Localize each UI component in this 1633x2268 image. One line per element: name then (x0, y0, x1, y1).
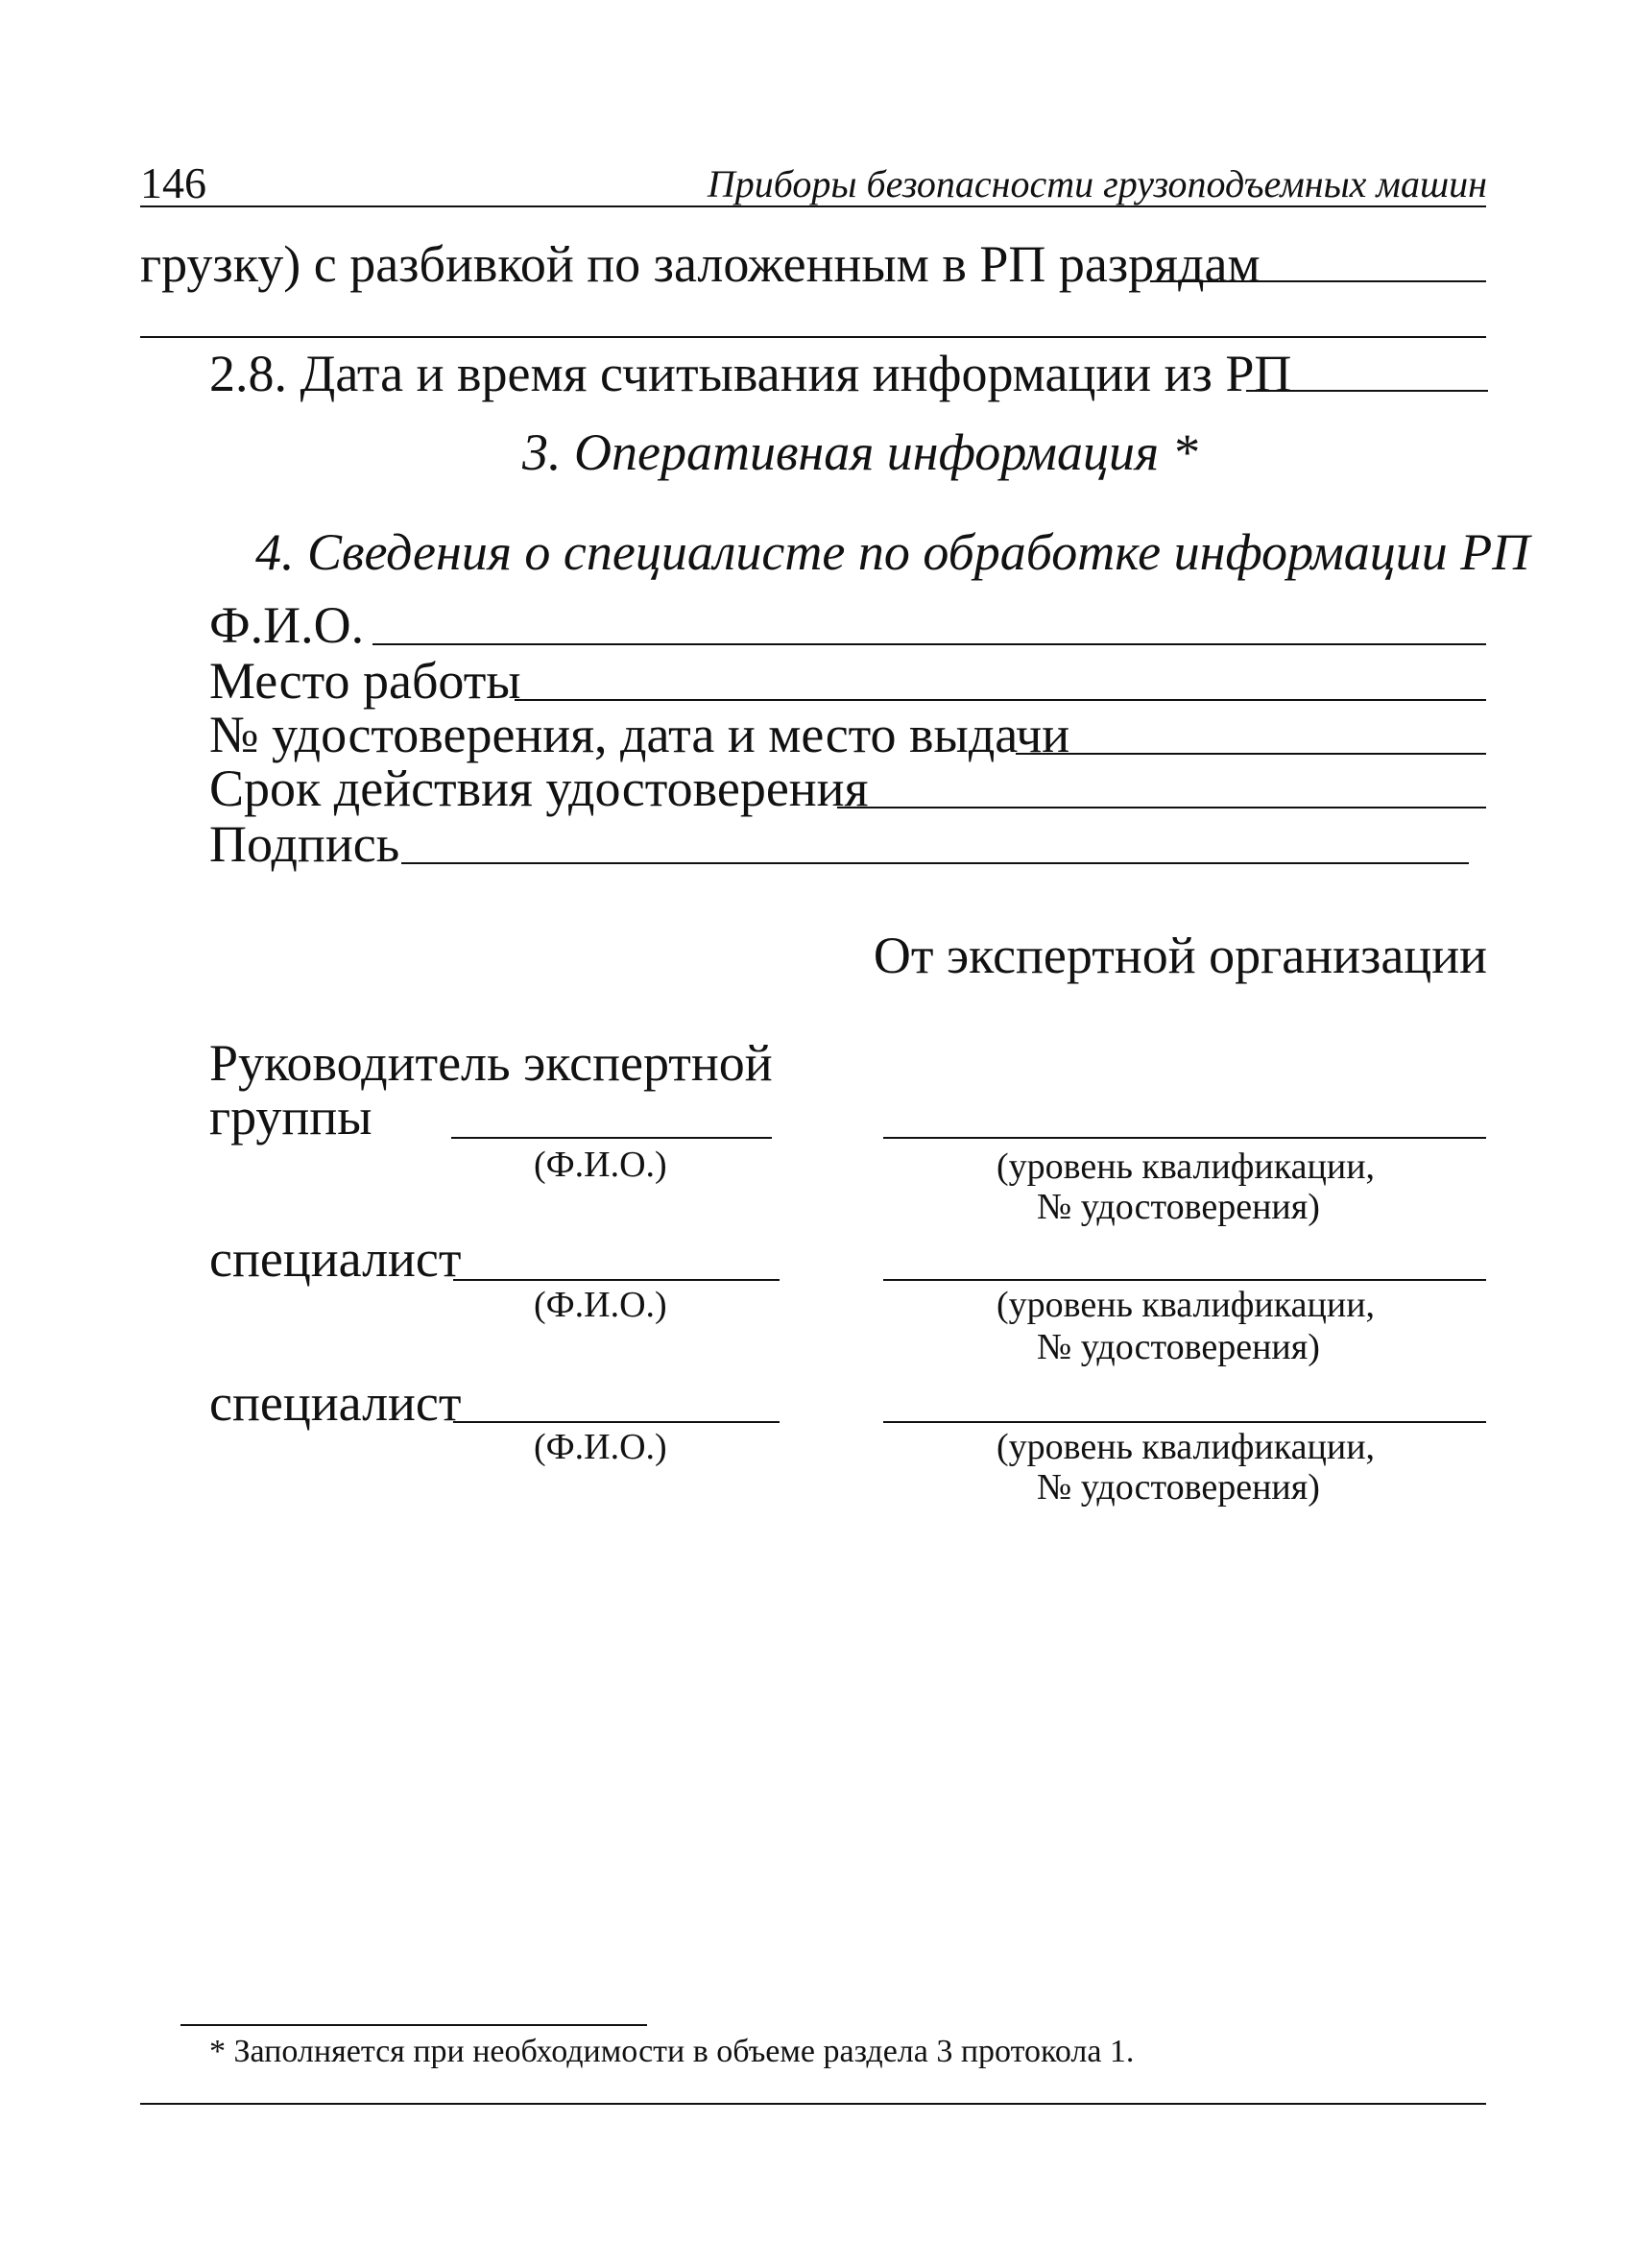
footnote-rule (180, 2024, 647, 2026)
head-qual-blank[interactable] (883, 1137, 1486, 1139)
field-certificate-label: № удостоверения, дата и место выдачи (209, 706, 1070, 763)
head-fio-blank[interactable] (451, 1137, 772, 1139)
specialist-2-fio-caption: (Ф.И.О.) (534, 1427, 667, 1467)
field-certificate-blank[interactable] (1016, 753, 1486, 755)
field-fio-label: Ф.И.О. (209, 596, 365, 654)
specialist-1-fio-caption: (Ф.И.О.) (534, 1285, 667, 1325)
field-signature-blank[interactable] (401, 862, 1469, 864)
running-title: Приборы безопасности грузоподъемных машин (707, 162, 1487, 205)
bottom-rule (140, 2103, 1486, 2105)
specialist-2-label: специалист (209, 1374, 462, 1432)
org-heading: От экспертной организации (873, 927, 1487, 984)
item-2-8-blank[interactable] (1246, 390, 1488, 392)
field-validity-blank[interactable] (837, 807, 1486, 808)
page-number: 146 (140, 158, 206, 207)
specialist-2-qual-blank[interactable] (883, 1421, 1486, 1423)
section-3-title: 3. Оперативная информация * (522, 423, 1198, 481)
specialist-2-qual-caption-2: № удостоверения) (1037, 1467, 1320, 1508)
continuation-blank-2[interactable] (140, 336, 1486, 338)
specialist-1-qual-blank[interactable] (883, 1279, 1486, 1281)
field-signature-label: Подпись (209, 815, 400, 873)
specialist-1-fio-blank[interactable] (453, 1279, 780, 1281)
head-label-line1: Руководитель экспертной (209, 1034, 773, 1092)
specialist-1-qual-caption-1: (уровень квалификации, (997, 1285, 1376, 1325)
head-label-line2: группы (209, 1088, 372, 1146)
head-qual-caption-2: № удостоверения) (1037, 1187, 1320, 1227)
footnote-text: * Заполняется при необходимости в объеме раздела 3 протокола 1. (209, 2034, 1135, 2069)
field-workplace-label: Место работы (209, 652, 521, 710)
specialist-1-qual-caption-2: № удостоверения) (1037, 1327, 1320, 1367)
specialist-2-fio-blank[interactable] (453, 1421, 780, 1423)
continuation-blank[interactable] (1150, 280, 1486, 282)
section-4-title: 4. Сведения о специалисте по обработке информации РП (255, 523, 1530, 581)
continuation-text: грузку) с разбивкой по заложенным в РП разрядам (140, 235, 1261, 293)
item-2-8-label: 2.8. Дата и время считывания информации из РП (209, 345, 1292, 402)
head-qual-caption-1: (уровень квалификации, (997, 1146, 1376, 1187)
specialist-2-qual-caption-1: (уровень квалификации, (997, 1427, 1376, 1467)
header-rule (140, 205, 1486, 207)
field-workplace-blank[interactable] (515, 699, 1486, 701)
specialist-1-label: специалист (209, 1230, 462, 1288)
head-fio-caption: (Ф.И.О.) (534, 1145, 667, 1185)
field-validity-label: Срок действия удостоверения (209, 760, 869, 817)
field-fio-blank[interactable] (372, 643, 1486, 645)
